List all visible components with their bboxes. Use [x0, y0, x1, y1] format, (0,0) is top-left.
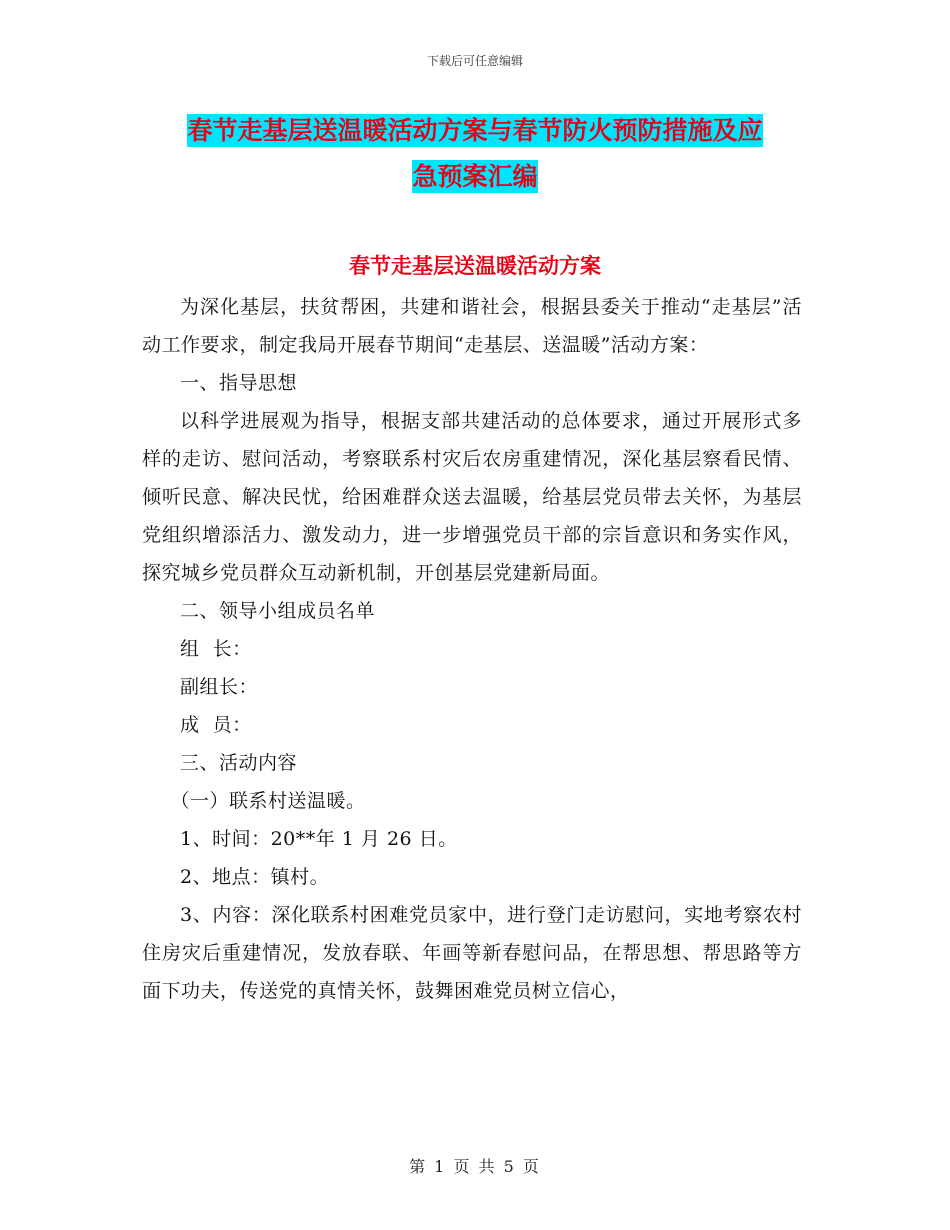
heading-activity-content: 三、活动内容: [180, 752, 298, 774]
item-location: 2、地点：镇村。: [180, 866, 330, 888]
paragraph-intro: 为深化基层，扶贫帮困，共建和谐社会，根据县委关于推动“走基层”活动工作要求，制定我局开展春节期间“走基层、送温暖”活动方案：: [142, 296, 802, 356]
item-content: 3、内容：深化联系村困难党员家中，进行登门走访慰问，实地考察农村住房灾后重建情况，发放春联、年画等新春慰问品，在帮思想、帮思路等方面下功夫，传送党的真情关怀，鼓舞困难党员树立信心，: [142, 904, 802, 1002]
paragraph-guiding-ideology: 以科学进展观为指导，根据支部共建活动的总体要求，通过开展形式多样的走访、慰问活动，考察联系村灾后农房重建情况，深化基层察看民情、倾听民意、解决民忧，给困难群众送去温暖，给基层党员带去关怀，为基层党组织增添活力、激发动力，进一步增强党员干部的宗旨意识和务实作风，探究城乡党员群众互动新机制，开创基层党建新局面。: [142, 410, 802, 584]
document-title-line-1: 春节走基层送温暖活动方案与春节防火预防措施及应: [187, 116, 763, 145]
document-title: [0, 108, 950, 200]
page-footer: 第 1 页 共 5 页: [409, 1157, 541, 1176]
header-note: 下载后可任意编辑: [426, 54, 523, 68]
section-title: 春节走基层送温暖活动方案: [349, 253, 601, 278]
heading-leadership-group: 二、领导小组成员名单: [180, 600, 376, 622]
members-line: 成 员：: [180, 714, 252, 736]
document-title-line-2: 急预案汇编: [412, 162, 538, 191]
subheading-village-warmth: （一）联系村送温暖。: [170, 790, 366, 812]
deputy-leader-line: 副组长：: [180, 676, 259, 698]
document-body: [142, 288, 802, 1010]
leader-line: 组 长：: [180, 638, 252, 660]
item-time: 1、时间：20**年 1 月 26 日。: [180, 828, 458, 850]
heading-guiding-ideology: 一、指导思想: [180, 372, 298, 394]
